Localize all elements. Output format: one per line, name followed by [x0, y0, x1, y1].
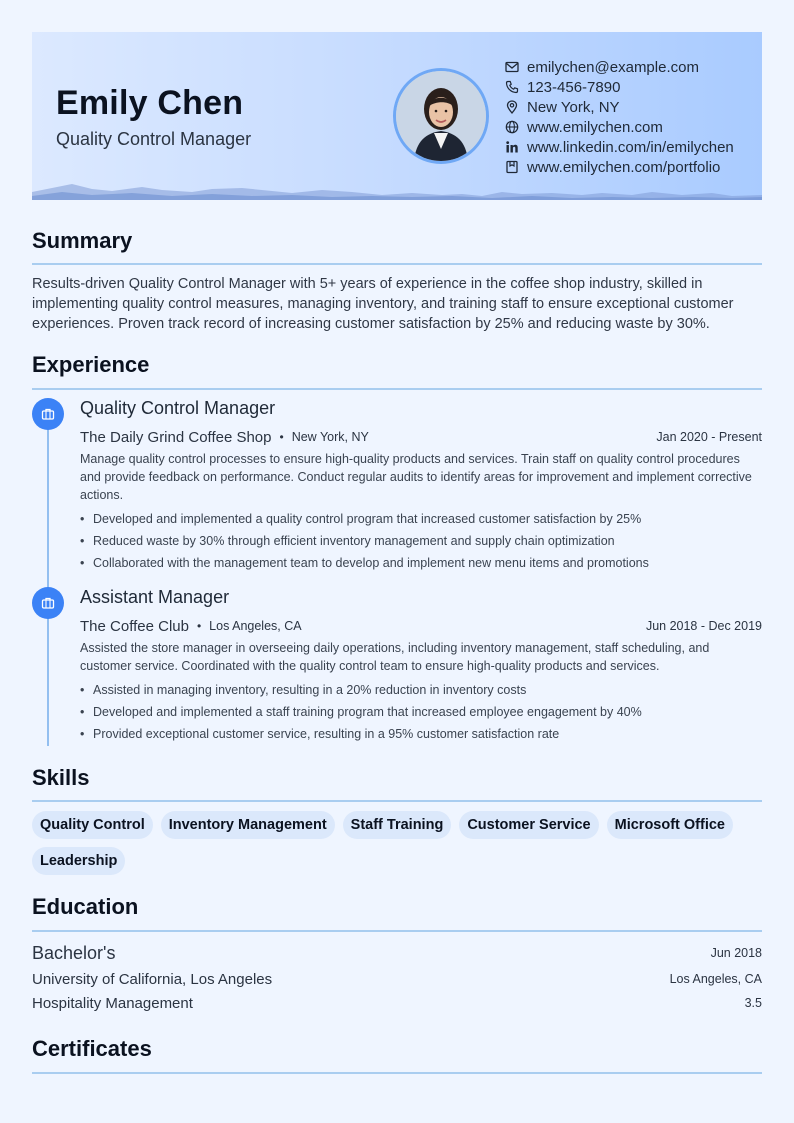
job-dates: Jun 2018 - Dec 2019 [645, 619, 762, 633]
linkedin-icon [504, 139, 520, 155]
job-location: New York, NY [291, 430, 369, 444]
job-location: Los Angeles, CA [209, 619, 302, 633]
achievement-item: • Developed and implemented a quality control program that increased customer satisfaction by 25% [80, 508, 762, 530]
degree: Bachelor's [32, 942, 116, 963]
school-name: University of California, Los Angeles [32, 970, 273, 988]
company-name: The Daily Grind Coffee Shop [80, 428, 272, 446]
education-heading: Education [32, 894, 139, 919]
education-degree-row [32, 942, 762, 964]
company-name: The Coffee Club [80, 617, 189, 635]
education-field-row [32, 993, 762, 1013]
phone-icon [504, 79, 520, 95]
achievement-item: • Assisted in managing inventory, resulting in a 20% reduction in inventory costs [80, 679, 762, 701]
certificates-heading: Certificates [32, 1036, 152, 1061]
achievement-item: • Developed and implemented a staff training program that increased employee engagement by 40% [80, 701, 762, 723]
experience-heading: Experience [32, 352, 150, 377]
briefcase-icon [32, 587, 64, 619]
section-divider [32, 263, 762, 265]
summary-text: Results-driven Quality Control Manager with 5+ years of experience in the coffee shop industry, skilled in implementing quality control measures, managing inventory, and training staff to ensure exceptional customer experiences. Proven track record of increasing customer satisfaction by 25% and reducing waste by 30%. [32, 276, 734, 332]
skill-chip: Quality Control [32, 811, 153, 839]
candidate-name: Emily Chen [56, 84, 244, 122]
contact-text: www.linkedin.com/in/emilychen [527, 138, 734, 156]
contact-email[interactable] [504, 57, 734, 77]
contact-text: New York, NY [527, 98, 620, 116]
skills-heading: Skills [32, 765, 90, 790]
section-divider [32, 800, 762, 802]
contact-location [504, 97, 734, 117]
contact-text: emilychen@example.com [527, 58, 699, 76]
location-pin-icon [504, 99, 520, 115]
graduation-date: Jun 2018 [710, 946, 762, 960]
achievement-item: • Reduced waste by 30% through efficient inventory management and supply chain optimization [80, 530, 762, 552]
contact-website[interactable] [504, 117, 734, 137]
mail-icon [504, 59, 520, 75]
section-divider [32, 930, 762, 932]
skill-chip: Inventory Management [161, 811, 335, 839]
school-location: Los Angeles, CA [669, 972, 762, 986]
skill-chip: Customer Service [459, 811, 598, 839]
section-divider [32, 388, 762, 390]
summary-heading: Summary [32, 228, 133, 253]
gpa: 3.5 [744, 996, 762, 1010]
job-title: Assistant Manager [80, 587, 230, 607]
job-title: Quality Control Manager [80, 398, 276, 418]
avatar [393, 68, 489, 164]
briefcase-icon [32, 398, 64, 430]
achievement-item: • Provided exceptional customer service, resulting in a 95% customer satisfaction rate [80, 723, 762, 745]
achievement-item: • Collaborated with the management team to develop and implement new menu items and promotions [80, 552, 762, 574]
contact-list [504, 57, 734, 177]
contact-linkedin[interactable] [504, 137, 734, 157]
experience-entry [80, 587, 762, 745]
contact-text: www.emilychen.com/portfolio [527, 158, 721, 176]
job-dates: Jan 2020 - Present [656, 430, 762, 444]
globe-icon [504, 119, 520, 135]
portfolio-icon [504, 159, 520, 175]
job-meta [80, 424, 762, 450]
skill-chip: Microsoft Office [607, 811, 733, 839]
job-description: Assisted the store manager in overseeing daily operations, including inventory management, staff scheduling, and customer service. Coordinated with the quality control team to ensure high-quality products and services. [80, 641, 710, 673]
skill-chip: Staff Training [343, 811, 452, 839]
education-school-row [32, 969, 762, 989]
separator-dot: • [279, 430, 284, 444]
job-meta [80, 613, 762, 639]
timeline-line [47, 410, 49, 746]
mountain-decoration [32, 180, 762, 200]
contact-text: 123-456-7890 [527, 78, 621, 96]
skill-chip: Leadership [32, 847, 125, 875]
section-divider [32, 1072, 762, 1074]
resume-header [32, 32, 762, 200]
contact-portfolio[interactable] [504, 157, 734, 177]
avatar-portrait [396, 71, 486, 161]
job-description: Manage quality control processes to ensure high-quality products and services. Train staff on quality control procedures and provide feedback on performance. Conduct regular audits to identify areas for improvement and implement corrective actions. [80, 452, 752, 502]
achievement-list [80, 508, 762, 574]
achievement-list [80, 679, 762, 745]
separator-dot: • [196, 619, 202, 633]
field-of-study: Hospitality Management [32, 994, 193, 1012]
contact-phone[interactable] [504, 77, 734, 97]
candidate-role: Quality Control Manager [56, 129, 252, 149]
contact-text: www.emilychen.com [527, 118, 663, 136]
experience-entry [80, 398, 762, 574]
skills-list [32, 811, 762, 875]
